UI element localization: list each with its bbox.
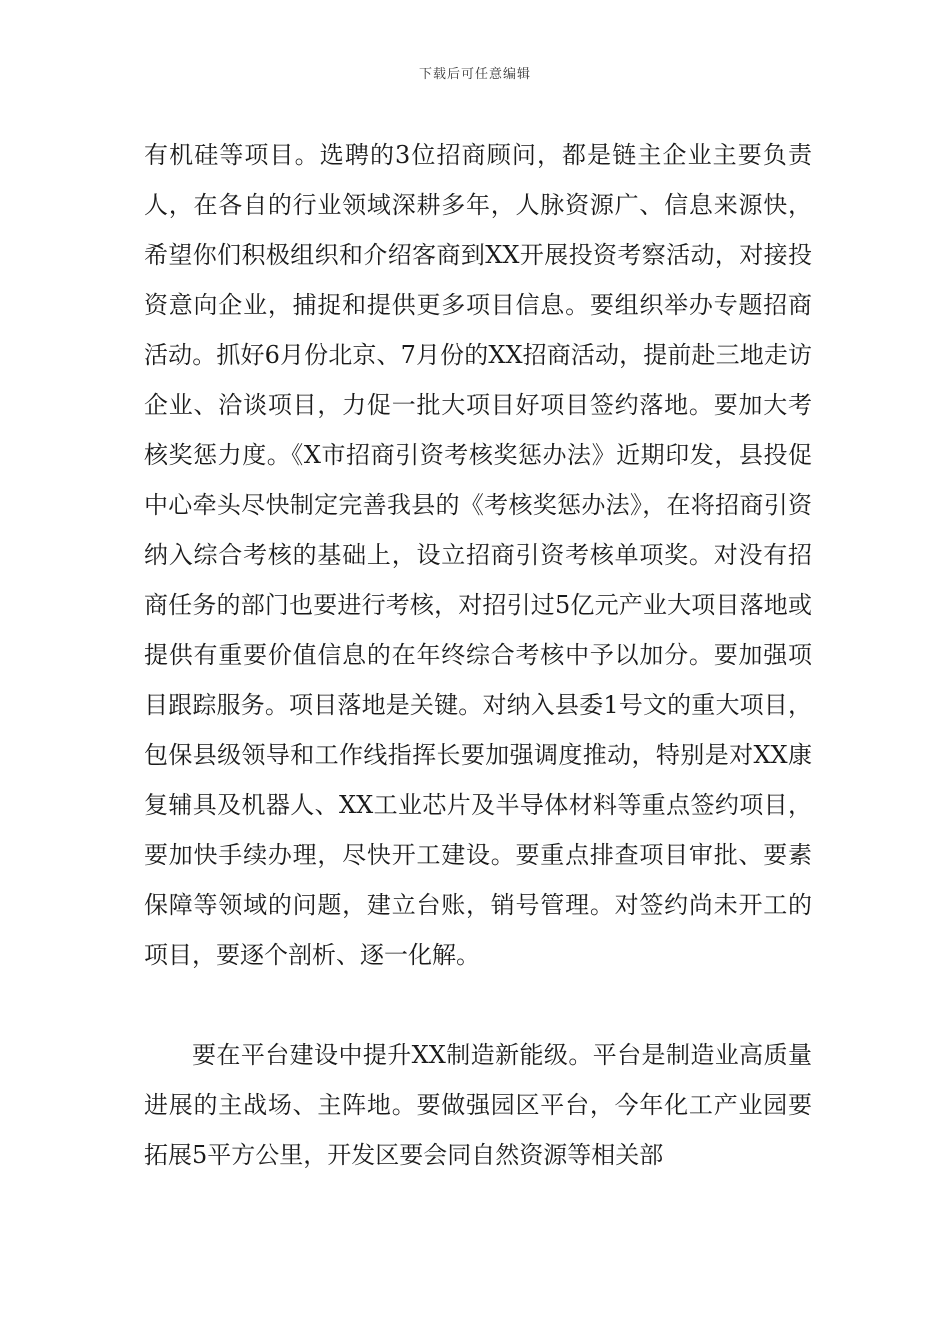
paragraph-1: 有机硅等项目。选聘的3位招商顾问，都是链主企业主要负责人，在各自的行业领域深耕多年，人脉资源广、信息来源快，希望你们积极组织和介绍客商到XX开展投资考察活动，对接投资意向企业，捕捉和提供更多项目信息。要组织举办专题招商活动。抓好6月份北京、7月份的XX招商活动，提前赴三地走访企业、洽谈项目，力促一批大项目好项目签约落地。要加大考核奖惩力度。《X市招商引资考核奖惩办法》近期印发，县投促中心牵头尽快制定完善我县的《考核奖惩办法》，在将招商引资纳入综合考核的基础上，设立招商引资考核单项奖。对没有招商任务的部门也要进行考核，对招引过5亿元产业大项目落地或提供有重要价值信息的在年终综合考核中予以加分。要加强项目跟踪服务。项目落地是关键。对纳入县委1号文的重大项目，包保县级领导和工作线指挥长要加强调度推动，特别是对XX康复辅具及机器人、XX工业芯片及半导体材料等重点签约项目，要加快手续办理，尽快开工建设。要重点排查项目审批、要素保障等领域的问题，建立台账，销号管理。对签约尚未开工的项目，要逐个剖析、逐一化解。 <box>144 141 812 969</box>
paragraph-spacer <box>144 980 812 1030</box>
document-body <box>144 130 812 1180</box>
paragraph-2: 要在平台建设中提升XX制造新能级。平台是制造业高质量进展的主战场、主阵地。要做强园区平台，今年化工产业园要拓展5平方公里，开发区要会同自然资源等相关部 <box>144 1041 812 1169</box>
page-header: 下载后可任意编辑 <box>418 67 531 82</box>
